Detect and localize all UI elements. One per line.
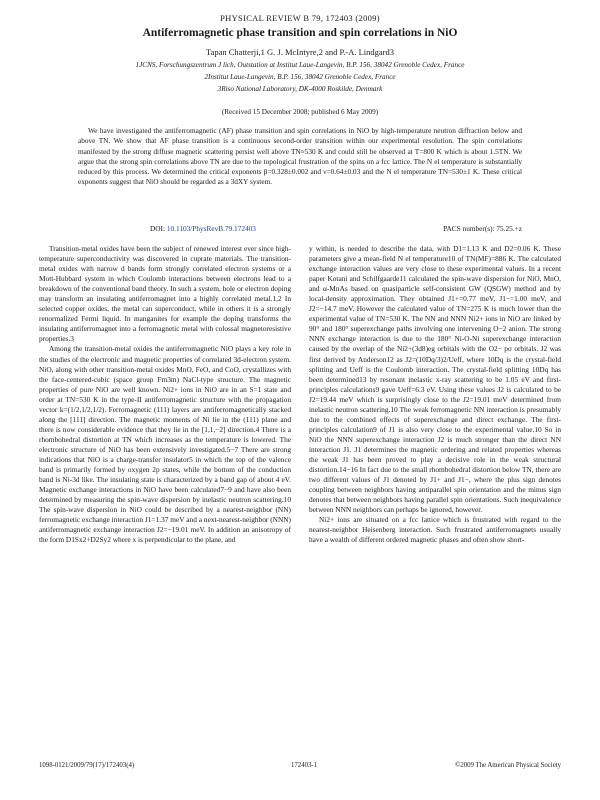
paragraph: Transition-metal oxides have been the subject of renewed interest ever since high-temperature superconductivity was discovered in cuprate materials. The transition-metal oxides with narrow d bands form strongly correlated electron systems or a Mott-Hubbard system in which Coulomb interactions between electrons lead to a breakdown of the conventional band theory. In such a system, hole or electron doping may transform an insulating antiferromagnet into a highly correlated metal.1,2 In selected copper oxides, the metal can superconduct, while in others it is a strongly renormalized Fermi liquid. In manganites for example the doping transforms the insulating antiferromagnet into a ferromagnetic metal with colossal magnetoresistive properties.3	[39, 244, 291, 344]
journal-header: PHYSICAL REVIEW B 79, 172403 (2009)	[220, 13, 380, 23]
issn-code: 1098-0121/2009/79(17)/172403(4)	[39, 762, 135, 769]
paragraph: Among the transition-metal oxides the antiferromagnetic NiO plays a key role in the studies of the electronic and magnetic properties of correlated 3d-electron system. NiO, along with other transition-metal oxides MnO, FeO, and CoO, crystallizes with the face-centered-cubic (space group Fm3m) NaCl-type structure. The magnetic properties of pure NiO are well known. Ni2+ ions in NiO are in an S=1 state and order at TN=530 K in the type-II antiferromagnetic structure with the propagation vector k=(1/2,1/2,1/2). Ferromagnetic (111) layers are antiferromagnetically stacked along the [111] direction. The magnetic moments of Ni lie in the (111) plane and there is now considerable evidence that they lie in the [1,1,−2] direction.4 There is a rhombohedral distortion at TN which increases as the temperature is lowered. The electronic structure of NiO has been extensively investigated.5−7 There are strong indications that NiO is a charge-transfer insulator5 in which the top of the valence band is primarily formed by oxygen 2p states, while the bottom of the conduction band is Ni-3d like. The insulating state is characterized by a band gap of about 4 eV. Magnetic exchange interactions in NiO have been calculated7−9 and have also been determined by measuring the spin-wave dispersion by inelastic neutron scattering.10 The spin-wave dispersion in NiO could be described by a nearest-neighbor (NN) ferromagnetic exchange interaction J1=1.37 meV and a next-nearest-neighbor (NNN) antiferromagnetic exchange interaction J2=−19.01 meV. In addition an anisotropy of the form D1Sx2+D2Sy2 where x is perpendicular to the plane, and	[39, 344, 291, 545]
received-dates: (Received 15 December 2008; published 6 May 2009)	[221, 108, 379, 116]
article-title: Antiferromagnetic phase transition and spin correlations in NiO	[142, 27, 458, 39]
author-list: Tapan Chatterji,1 G. J. McIntyre,2 and P.-A. Lindgard3	[205, 47, 395, 57]
page-number: 172403-1	[291, 762, 318, 769]
paragraph: Ni2+ ions are situated on a fcc lattice which is frustrated with regard to the nearest-neighbor Heisenberg interaction. Such frustrated antiferromagnets usually have a wealth of different ordered magnetic phases and often show short-	[309, 515, 561, 545]
affiliation-2: 2Institut Laue-Langevin, B.P. 156, 38042 Grenoble Cedex, France	[204, 73, 396, 81]
affiliation-1: 1JCNS, Forschungszentrum J lich, Outstation at Institut Laue-Langevin, B.P. 156, 38042 Grenoble Cedex, France	[135, 61, 465, 69]
doi-block	[150, 224, 256, 233]
body-column-left	[39, 244, 291, 754]
paragraph: y within, is needed to describe the data, with D1=1.13 K and D2=0.06 K. These parameters give a mean-field N el temperature10 of TN(MF)=886 K. The calculated exchange interaction values are very close to these experimental values. In a recent paper Kotani and Schilfgaarde11 calculated the spin-wave dispersion for NiO, MnO, and α-MnAs based on quasiparticle self-consistent GW (QSGW) method and by local-density approximation. They obtained J1+=0.77 meV, J1−=1.00 meV, and J2=−14.7 meV. However the calculated value of TN=275 K is much lower than the experimental value of TN=530 K. The NN and NNN Ni2+ ions in NiO are linked by 90° and 180° superexchange paths involving one intervening O−2 anion. The strong NNN exchange interaction is due to the 180° Ni-O-Ni superexchange interaction caused by the overlap of the Ni2+(3d8)eg orbitals with the O2− pσ orbitals. J2 was first derived by Anderson12 as J2=(10Dq/3)2/Ueff, where 10Dq is the crystal-field splitting and Ueff is the Coulomb interaction. The crystal-field splitting 10Dq has been determined13 by resonant inelastic x-ray scattering to be 1.05 eV and first-principles calculations9 gave Ueff=6.3 eV. Using these values J2 is calculated to be J2=19.44 meV which is surprisingly close to the J2=19.01 meV determined from inelastic neutron scattering.10 The weak ferromagnetic NN interaction is presumably due to the combined effects of superexchange and direct exchange. The first-principles calculation9 of J1 is also very close to the experimental value.10 So in NiO the NNN superexchange interaction J2 is much stronger than the direct NN interaction J1. J1 determines the magnetic ordering and related properties whereas the weak J1 has been proved to play a decisive role in the weak structural distortion.14−16 In fact due to the small rhombohedral distortion below TN, there are two different values of J1 denoted by J1+ and J1−, where the plus sign denotes coupling between neighbors having antiparallel spin orientation and the minus sign denotes that between neighbors having parallel spin orientations. Such inequivalence between NNN neighbors can perhaps be ignored, however.	[309, 244, 561, 515]
doi-link[interactable]: 10.1103/PhysRevB.79.172403	[166, 224, 256, 233]
affiliation-3: 3Riso National Laboratory, DK-4000 Roskilde, Denmark	[217, 85, 383, 93]
copyright: ©2009 The American Physical Society	[455, 762, 561, 769]
doi-label: DOI:	[150, 224, 165, 233]
pacs-numbers: PACS number(s): 75.25.+z	[443, 224, 522, 233]
body-column-right	[309, 244, 561, 754]
abstract: We have investigated the antiferromagnetic (AF) phase transition and spin correlations in NiO by high-temperature neutron diffraction below and above TN. We show that AF phase transition is a continuous second-order transition within our experimental resolution. The spin correlations manifested by the strong diffuse magnetic scattering persist well above TN≈530 K and could still be observed at T=800 K which is about 1.5TN. We argue that the strong spin correlations above TN are due to the topological frustration of the spins on a fcc lattice. The N el temperature is substantially reduced by this process. We determined the critical exponents β=0.328±0.002 and ν=0.64±0.03 and the N el temperature TN=530±1 K. These critical exponents suggest that NiO should be regarded as a 3dXY system.	[78, 126, 522, 187]
